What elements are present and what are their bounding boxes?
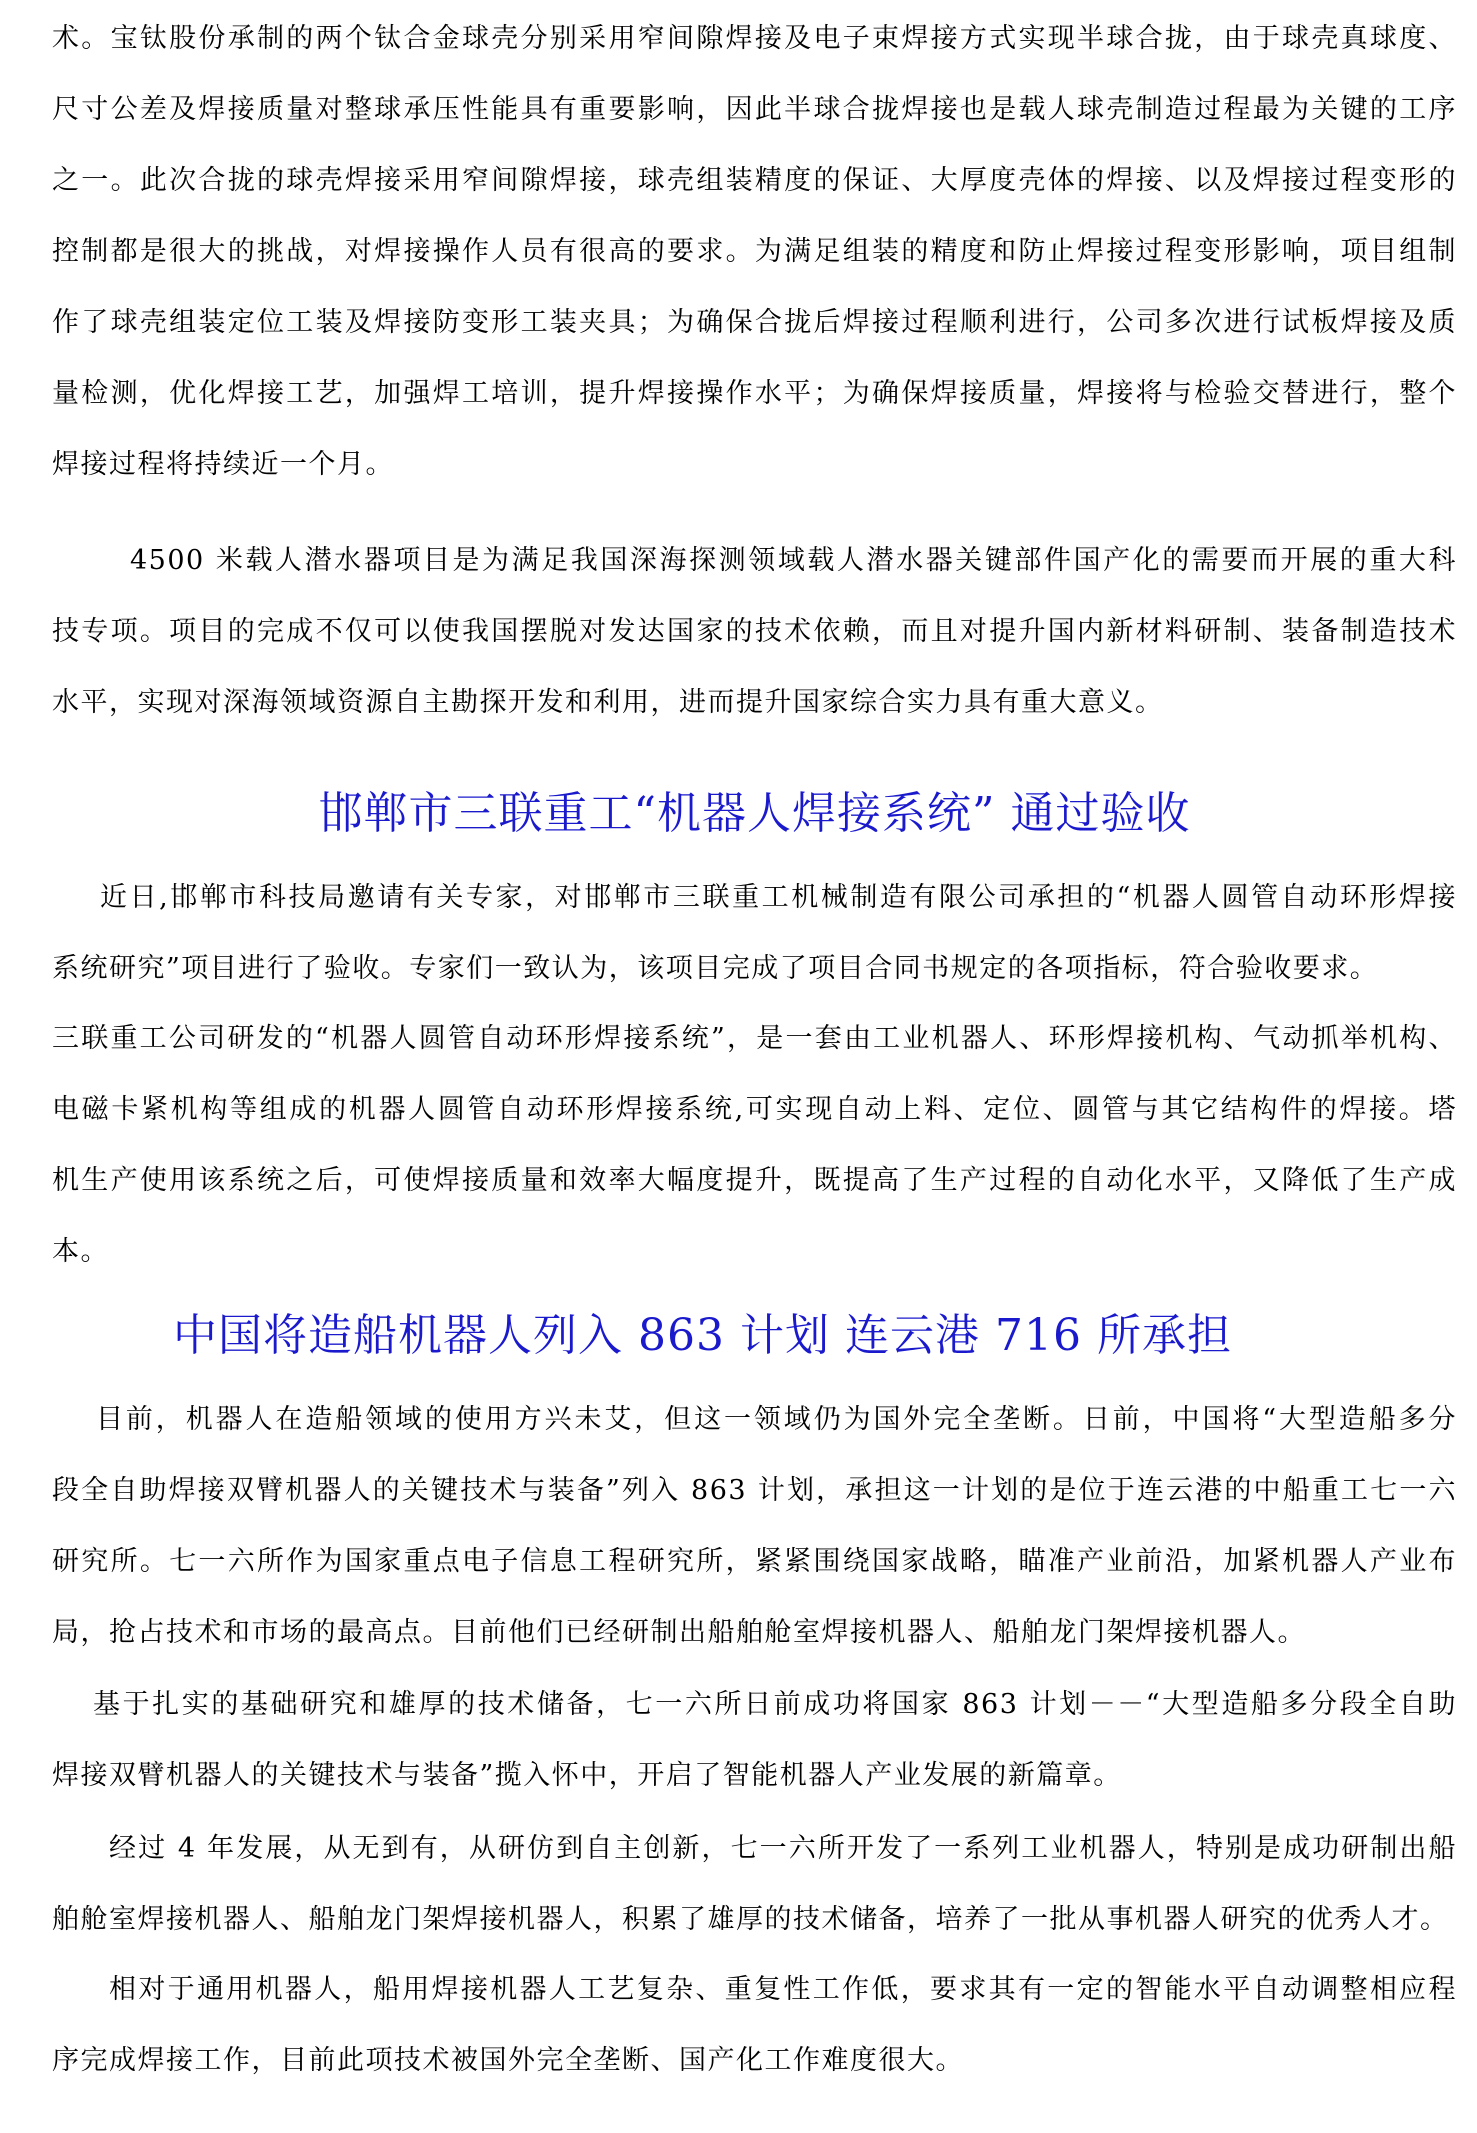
paragraph-line: 机生产使用该系统之后，可使焊接质量和效率大幅度提升，既提高了生产过程的自动化水平，又降低了生产成 <box>52 1165 1457 1196</box>
paragraph-line: 研究所。七一六所作为国家重点电子信息工程研究所，紧紧围绕国家战略，瞄准产业前沿，加紧机器人产业布 <box>52 1546 1457 1577</box>
paragraph-line: 之一。此次合拢的球壳焊接采用窄间隙焊接，球壳组装精度的保证、大厚度壳体的焊接、以及焊接过程变形的 <box>52 165 1457 196</box>
article-paragraph <box>52 1813 1457 1955</box>
paragraph-line: 4500 米载人潜水器项目是为满足我国深海探测领域载人潜水器关键部件国产化的需要而开展的重大科 <box>130 545 1457 576</box>
paragraph-line: 目前，机器人在造船领域的使用方兴未艾，但这一领域仍为国外完全垄断。日前，中国将“大型造船多分 <box>96 1404 1457 1435</box>
paragraph-line: 舶舱室焊接机器人、船舶龙门架焊接机器人，积累了雄厚的技术储备，培养了一批从事机器人研究的优秀人才。 <box>52 1904 1449 1935</box>
article-paragraph <box>52 1003 1457 1287</box>
paragraph-line: 经过 4 年发展，从无到有，从研仿到自主创新，七一六所开发了一系列工业机器人，特别是成功研制出船 <box>109 1833 1457 1864</box>
paragraph-line: 近日,邯郸市科技局邀请有关专家，对邯郸市三联重工机械制造有限公司承担的“机器人圆管自动环形焊接 <box>100 882 1457 913</box>
paragraph-line: 本。 <box>52 1236 109 1267</box>
paragraph-line: 三联重工公司研发的“机器人圆管自动环形焊接系统”，是一套由工业机器人、环形焊接机构、气动抓举机构、 <box>52 1023 1457 1054</box>
article-paragraph <box>52 862 1457 1004</box>
paragraph-line: 尺寸公差及焊接质量对整球承压性能具有重要影响，因此半球合拢焊接也是载人球壳制造过程最为关键的工序 <box>52 94 1457 125</box>
paragraph-line: 技专项。项目的完成不仅可以使我国摆脱对发达国家的技术依赖，而且对提升国内新材料研制、装备制造技术 <box>52 616 1457 647</box>
paragraph-line: 基于扎实的基础研究和雄厚的技术储备，七一六所日前成功将国家 863 计划－－“大型造船多分段全自助 <box>93 1689 1457 1720</box>
paragraph-line: 作了球壳组装定位工装及焊接防变形工装夹具；为确保合拢后焊接过程顺利进行，公司多次进行试板焊接及质 <box>52 307 1457 338</box>
paragraph-line: 焊接过程将持续近一个月。 <box>52 449 394 480</box>
article-paragraph <box>52 1669 1457 1811</box>
article-title: 中国将造船机器人列入 863 计划 连云港 716 所承担 <box>173 1310 1232 1361</box>
paragraph-line: 序完成焊接工作，目前此项技术被国外完全垄断、国产化工作难度很大。 <box>52 2045 964 2076</box>
paragraph-line: 电磁卡紧机构等组成的机器人圆管自动环形焊接系统,可实现自动上料、定位、圆管与其它结构件的焊接。塔 <box>52 1094 1457 1125</box>
article-title: 邯郸市三联重工“机器人焊接系统” 通过验收 <box>318 788 1191 839</box>
paragraph-line: 量检测，优化焊接工艺，加强焊工培训，提升焊接操作水平；为确保焊接质量，焊接将与检验交替进行，整个 <box>52 378 1457 409</box>
article-paragraph <box>52 1384 1457 1668</box>
paragraph-line: 局，抢占技术和市场的最高点。目前他们已经研制出船舶舱室焊接机器人、船舶龙门架焊接机器人。 <box>52 1617 1306 1648</box>
paragraph-line: 水平，实现对深海领域资源自主勘探开发和利用，进而提升国家综合实力具有重大意义。 <box>52 687 1164 718</box>
paragraph-line: 术。宝钛股份承制的两个钛合金球壳分别采用窄间隙焊接及电子束焊接方式实现半球合拢，由于球壳真球度、 <box>52 23 1457 54</box>
paragraph-line: 相对于通用机器人，船用焊接机器人工艺复杂、重复性工作低，要求其有一定的智能水平自动调整相应程 <box>109 1974 1457 2005</box>
article-paragraph <box>52 1954 1457 2096</box>
paragraph-line: 系统研究”项目进行了验收。专家们一致认为，该项目完成了项目合同书规定的各项指标，符合验收要求。 <box>52 953 1379 984</box>
intro-paragraph <box>52 525 1457 738</box>
paragraph-line: 控制都是很大的挑战，对焊接操作人员有很高的要求。为满足组装的精度和防止焊接过程变形影响，项目组制 <box>52 236 1457 267</box>
paragraph-line: 焊接双臂机器人的关键技术与装备”揽入怀中，开启了智能机器人产业发展的新篇章。 <box>52 1760 1122 1791</box>
intro-paragraph <box>52 3 1457 500</box>
paragraph-line: 段全自助焊接双臂机器人的关键技术与装备”列入 863 计划，承担这一计划的是位于连云港的中船重工七一六 <box>52 1475 1457 1506</box>
